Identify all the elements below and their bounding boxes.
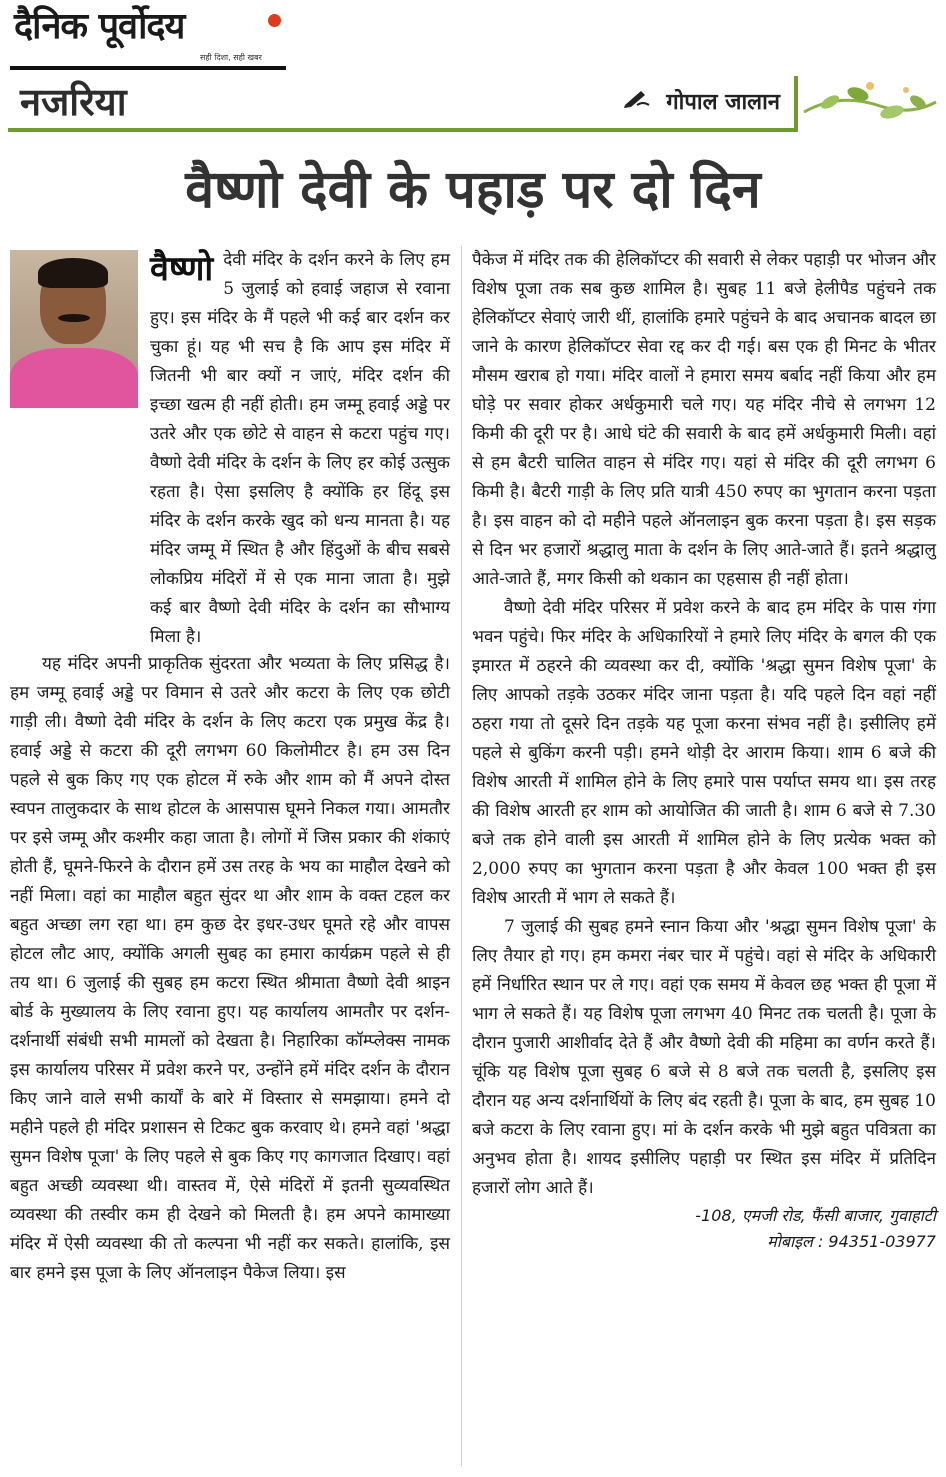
column-divider [461,246,462,1466]
masthead-rule [10,66,286,70]
author-name: गोपाल जालान [666,90,780,115]
logo-dot-icon [268,14,281,27]
newspaper-logo: दैनिक पूर्वोदय [14,5,185,47]
author-photo [10,250,138,408]
article-headline: वैष्णो देवी के पहाड़ पर दो दिन [185,159,761,220]
author-mobile: मोबाइल : 94351-03977 [767,1232,936,1251]
masthead [0,0,946,135]
leaf-decoration-icon [800,72,940,138]
article-column-right [472,246,936,1255]
article-paragraph [150,246,450,652]
article-column-left-top [150,246,450,652]
dropcap-word: वैष्णो [150,249,214,289]
article-paragraph: वैष्णो देवी मंदिर परिसर में प्रवेश करने के बाद हम मंदिर के पास गंगा भवन पहुंचे। फिर मंदिर के अधिकारियों ने हमारे लिए मंदिर के बगल की एक इमारत में ठहरने की व्यवस्था कर दी, क्योंकि 'श्रद्धा सुमन विशेष पूजा' के लिए आपको तड़के उठकर मंदिर जाना पड़ता है। यदि पहले दिन वहां नहीं ठहरा गया तो दूसरे दिन तड़के यह पूजा करना संभव नहीं है। इसीलिए हमें पहले से बुकिंग करनी पड़ी। हमने थोड़ी देर आराम किया। शाम 6 बजे की विशेष आरती में शामिल होने के लिए हमारे पास पर्याप्त समय था। इस तरह की विशेष आरती हर शाम को आयोजित की जाती है। शाम 6 बजे से 7.30 बजे तक होने वाली इस आरती में शामिल होने के लिए प्रत्येक भक्त को 2,000 रुपए का भुगतान करना पड़ता है और केवल 100 भक्त ही इस विशेष आरती में भाग ले सकते हैं। [472,598,936,908]
byline [623,86,780,120]
article-paragraph: यह मंदिर अपनी प्राकृतिक सुंदरता और भव्यता के लिए प्रसिद्ध है। हम जम्मू हवाई अड्डे पर विमान से उतरे और कटरा के लिए एक छोटी गाड़ी ली। वैष्णो देवी मंदिर के दर्शन के लिए कटरा एक प्रमुख केंद्र है। हवाई अड्डे से कटरा की दूरी लगभग 60 किलोमीटर है। हम उस दिन पहले से बुक किए गए एक होटल में रुके और शाम को मैं अपने दोस्त स्वपन तालुकदार के साथ होटल के आसपास घूमने निकल गया। आमतौर पर इसे जम्मू और कश्मीर कहा जाता है। लोगों में जिस प्रकार की शंकाएं होती हैं, घूमने-फिरने के दौरान हमें उस तरह के भय का माहौल देखने को नहीं मिला। वहां का माहौल बहुत सुंदर था और शाम के वक्त टहल कर बहुत अच्छा लग रहा था। हम कुछ देर इधर-उधर घूमते रहे और वापस होटल लौट आए, क्योंकि अगली सुबह का हमारा कार्यक्रम पहले से ही तय था। 6 जुलाई की सुबह हम कटरा स्थित श्रीमाता वैष्णो देवी श्राइन बोर्ड के मुख्यालय के लिए रवाना हुए। यह कार्यालय आमतौर पर दर्शन-दर्शनार्थी संबंधी सभी मामलों को देखता है। निहारिका कॉम्प्लेक्स नामक इस कार्यालय परिसर में प्रवेश करने पर, उन्होंने हमें मंदिर दर्शन के दौरान किए जाने वाले सभी कार्यों के बारे में विस्तार से समझाया। हमने दो महीने पहले ही मंदिर प्रशासन से टिकट बुक करवाए थे। हमने वहां 'श्रद्धा सुमन विशेष पूजा' के लिए पहले से बुक किए गए कागजात दिखाए। वहां बहुत अच्छी व्यवस्था थी। वास्तव में, ऐसे मंदिरों में इतनी सुव्यवस्थित व्यवस्था की तस्वीर कम ही देखने को मिलती है। हम अपने कामाख्या मंदिर में ऐसी व्यवस्था की तो कल्पना भी नहीं कर सकते। हालांकि, इस बार हमने इस पूजा के लिए ऑनलाइन पैकेज लिया। इस [10,654,450,1283]
newspaper-tagline: सही दिशा, सही खबर [200,53,262,62]
paragraph-text: देवी मंदिर के दर्शन करने के लिए हम 5 जुलाई को हवाई जहाज से रवाना हुए। इस मंदिर के मैं पहले भी कई बार दर्शन कर चुका हूं। यह भी सच है कि आप इस मंदिर में जितनी भी बार क्यों न जाएं, मंदिर दर्शन की इच्छा खत्म ही नहीं होती। हम जम्मू हवाई अड्डे पर उतरे और एक छोटे से वाहन से कटरा पहुंच गए। वैष्णो देवी मंदिर के दर्शन के लिए हर कोई उत्सुक रहता है। ऐसा इसलिए है क्योंकि हर हिंदू इस मंदिर के दर्शन करके खुद को धन्य मानता है। यह मंदिर जम्मू में स्थित है और हिंदुओं के बीच सबसे लोकप्रिय मंदिरों में से एक माना जाता है। मुझे कई बार वैष्णो देवी मंदिर के दर्शन का सौभाग्य मिला है। [150,250,450,647]
author-address: -108, एमजी रोड, फैंसी बाजार, गुवाहाटी [695,1206,936,1225]
article-paragraph: पैकेज में मंदिर तक की हेलिकॉप्टर की सवारी से लेकर पहाड़ी पर भोजन और विशेष पूजा तक सब कुछ शामिल है। सुबह 11 बजे हेलीपैड पहुंचने तक हेलिकॉप्टर सेवाएं जारी थीं, हालांकि हमारे पहुंचने के बाद अचानक बादल छा जाने के कारण हेलिकॉप्टर सेवा रद्द कर दी गई। बस एक ही मिनट के भीतर मौसम खराब हो गया। मंदिर वालों ने हमारा समय बर्बाद नहीं किया और हम घोड़े पर सवार होकर अर्धकुमारी चले गए। यह मंदिर नीचे से लगभग 12 किमी की दूरी पर है। आधे घंटे की सवारी के बाद हमें अर्धकुमारी मिली। वहां से हम बैटरी चालित वाहन से मंदिर गए। यहां से मंदिर की दूरी लगभग 6 किमी है। बैटरी गाड़ी के लिए प्रति यात्री 450 रुपए का भुगतान करना पड़ता है। इस वाहन को दो महीने पहले ऑनलाइन बुक करना पड़ता है। इस सड़क से दिन भर हजारों श्रद्धालु माता के दर्शन के लिए आते-जाते हैं। इतने श्रद्धालु आते-जाते हैं, मगर किसी को थकान का एहसास ही नहीं होता। [472,250,936,589]
article-column-left [10,650,450,1288]
article-paragraph: 7 जुलाई की सुबह हमने स्नान किया और 'श्रद्धा सुमन विशेष पूजा' के लिए तैयार हो गए। हम कमरा नंबर चार में पहुंचे। वहां से मंदिर के अधिकारी हमें निर्धारित स्थान पर ले गए। वहां एक समय में केवल छह भक्त ही पूजा में भाग ले सकते हैं। यह विशेष पूजा लगभग 40 मिनट तक चलती है। पूजा के दौरान पुजारी आशीर्वाद देते हैं और वैष्णो देवी की महिमा का वर्णन करते हैं। चूंकि यह विशेष पूजा सुबह 6 बजे से 8 बजे तक चलती है, इसलिए इस दौरान यह अन्य दर्शनार्थियों के लिए बंद रहती है। पूजा के बाद, हम सुबह 10 बजे कटरा के लिए रवाना हुए। मां के दर्शन करके भी मुझे बहुत पवित्रता का अनुभव होता है। शायद इसीलिए पहाड़ी पर स्थित इस मंदिर में प्रतिदिन हजारों लोग आते हैं। [472,917,936,1198]
pen-icon [623,86,651,120]
section-title: नजरिया [20,79,127,124]
section-header [8,76,798,132]
